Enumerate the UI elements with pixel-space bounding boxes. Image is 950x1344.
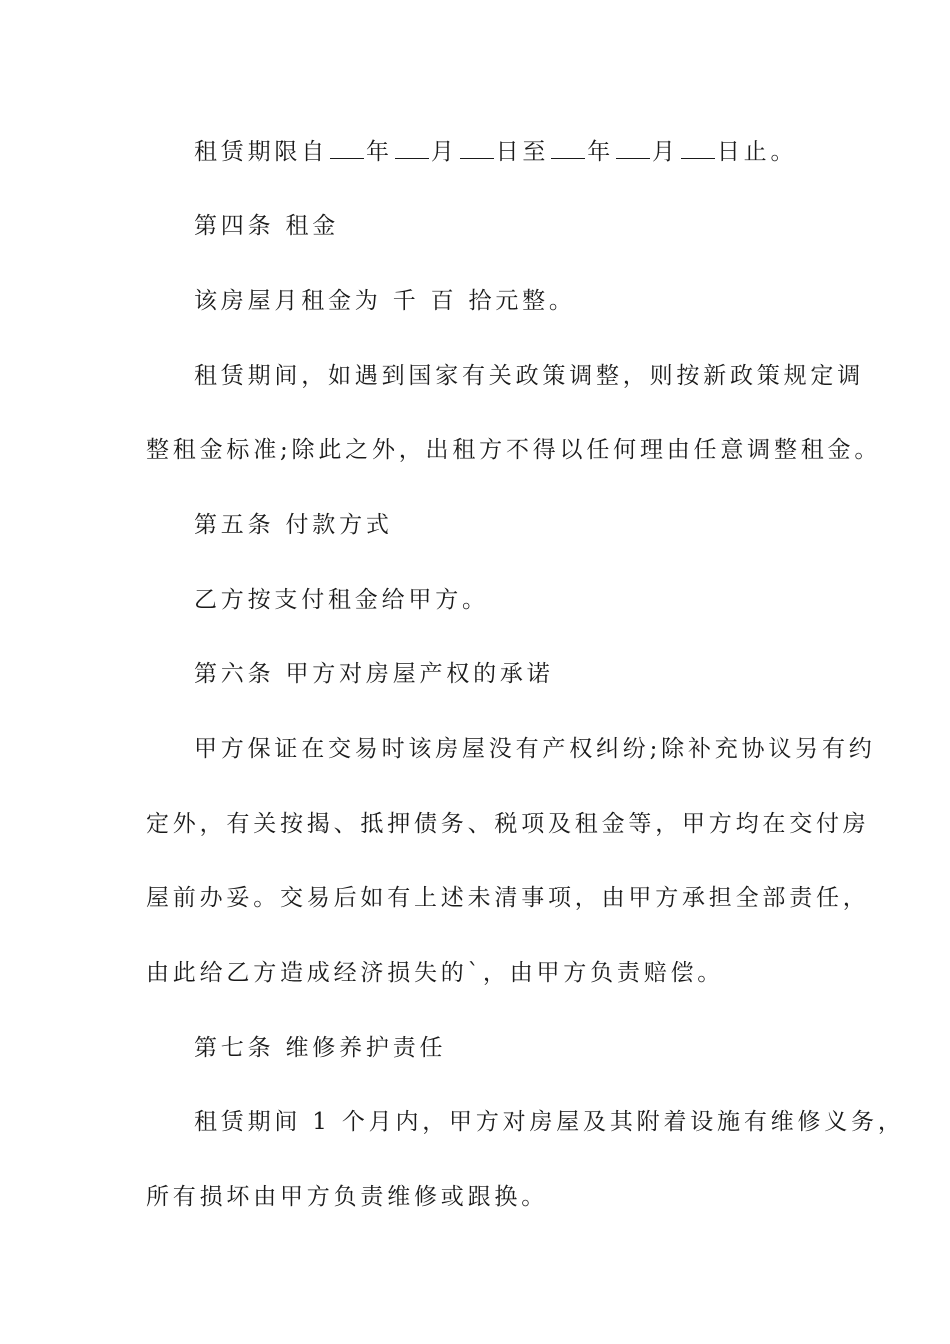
guarantee-line-1: 甲方保证在交易时该房屋没有产权纠纷;除补充协议另有约 — [194, 736, 876, 762]
lease-term-text: 月 — [430, 139, 458, 165]
guarantee-line-4: 由此给乙方造成经济损失的`，由甲方负责赔偿。 — [146, 960, 725, 986]
lease-term-line — [194, 137, 797, 167]
rent-amount-paragraph: 该房屋月租金为 千 百 拾元整。 — [194, 288, 576, 314]
guarantee-line-2: 定外，有关按揭、抵押债务、税项及租金等，甲方均在交付房 — [146, 811, 870, 837]
article-7-heading: 第七条 维修养护责任 — [194, 1035, 447, 1061]
lease-term-text: 日至 — [495, 139, 550, 165]
maintenance-line-2: 所有损坏由甲方负责维修或跟换。 — [146, 1184, 548, 1210]
lease-term-text: 日止。 — [716, 139, 798, 165]
article-6-heading: 第六条 甲方对房屋产权的承诺 — [194, 661, 554, 687]
payment-paragraph: 乙方按支付租金给甲方。 — [194, 587, 489, 613]
lease-term-text: 年 — [587, 139, 615, 165]
lease-term-text: 月 — [652, 139, 679, 165]
maintenance-line-1: 租赁期间 1 个月内，甲方对房屋及其附着设施有维修义务， — [194, 1109, 905, 1135]
blank-field — [551, 138, 585, 159]
blank-field — [681, 138, 715, 159]
lease-term-text: 租赁期限自 — [194, 139, 328, 165]
rent-adjust-line-2: 整租金标准;除此之外，出租方不得以任何理由任意调整租金。 — [146, 437, 882, 463]
blank-field — [616, 138, 650, 159]
blank-field — [395, 138, 429, 159]
article-5-heading: 第五条 付款方式 — [194, 512, 393, 538]
rent-adjust-line-1: 租赁期间，如遇到国家有关政策调整，则按新政策规定调 — [194, 363, 864, 389]
blank-field — [330, 138, 364, 159]
article-4-heading: 第四条 租金 — [194, 213, 340, 239]
guarantee-line-3: 屋前办妥。交易后如有上述未清事项，由甲方承担全部责任， — [146, 885, 870, 911]
lease-term-text: 年 — [366, 139, 393, 165]
blank-field — [460, 138, 494, 159]
